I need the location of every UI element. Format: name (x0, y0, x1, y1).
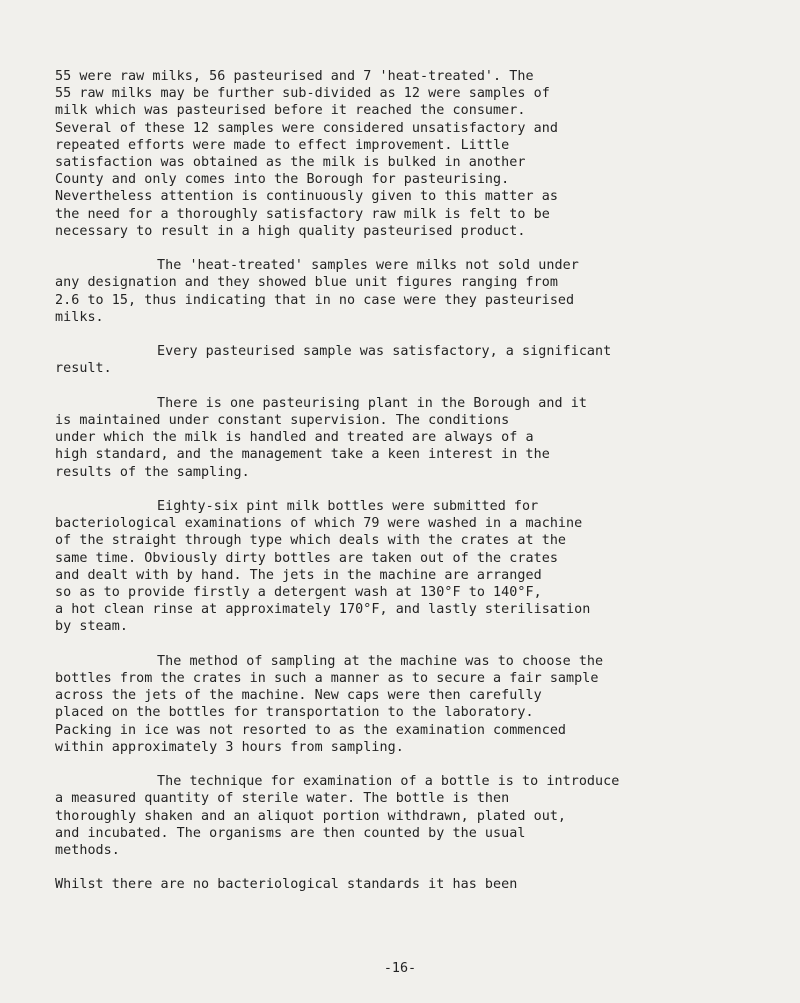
paragraph (55, 257, 767, 326)
paragraph (55, 395, 767, 481)
text-line: The technique for examination of a bottle is to introduce (157, 774, 620, 790)
page-number: -16- (383, 961, 417, 976)
text-line: of the straight through type which deals with the crates at the (55, 533, 567, 549)
text-line: by steam. (55, 619, 129, 635)
text-line: There is one pasteurising plant in the Borough and it (157, 395, 587, 411)
text-line: any designation and they showed blue unit figures ranging from (55, 275, 558, 291)
text-line: Every pasteurised sample was satisfactory, a significant (157, 344, 612, 360)
text-line: Several of these 12 samples were considered unsatisfactory and (55, 120, 558, 136)
text-line: 55 raw milks may be further sub-divided as 12 were samples of (55, 86, 550, 102)
text-line: under which the milk is handled and treated are always of a (55, 430, 534, 446)
text-line: thoroughly shaken and an aliquot portion withdrawn, plated out, (55, 808, 567, 824)
text-line: results of the sampling. (55, 464, 250, 480)
text-line: milks. (55, 309, 104, 325)
text-line: high standard, and the management take a keen interest in the (55, 447, 550, 463)
text-line: Nevertheless attention is continuously given to this matter as (55, 189, 558, 205)
text-line: bottles from the crates in such a manner as to secure a fair sample (55, 671, 599, 687)
text-line: and dealt with by hand. The jets in the machine are arranged (55, 567, 542, 583)
document-page (55, 68, 767, 894)
text-line: so as to provide firstly a detergent wash at 130°F to 140°F, (55, 585, 542, 601)
text-line: 2.6 to 15, thus indicating that in no case were they pasteurised (55, 292, 575, 308)
text-line: within approximately 3 hours from sampling. (55, 739, 404, 755)
text-line: The 'heat-treated' samples were milks not sold under (157, 258, 579, 274)
text-line: bacteriological examinations of which 79 were washed in a machine (55, 516, 583, 532)
text-line: a measured quantity of sterile water. The bottle is then (55, 791, 510, 807)
text-line: satisfaction was obtained as the milk is bulked in another (55, 155, 526, 171)
text-line: County and only comes into the Borough for pasteurising. (55, 172, 510, 188)
text-line: milk which was pasteurised before it reached the consumer. (55, 103, 526, 119)
text-line: placed on the bottles for transportation to the laboratory. (55, 705, 534, 721)
text-line: and incubated. The organisms are then counted by the usual (55, 825, 526, 841)
text-line: methods. (55, 843, 120, 859)
paragraph (55, 68, 767, 240)
paragraph (55, 773, 767, 859)
text-line: across the jets of the machine. New caps were then carefully (55, 688, 542, 704)
trailing-line: Whilst there are no bacteriological standards it has been (55, 877, 518, 893)
text-line: result. (55, 361, 112, 377)
text-line: same time. Obviously dirty bottles are taken out of the crates (55, 550, 558, 566)
text-line: the need for a thoroughly satisfactory raw milk is felt to be (55, 206, 550, 222)
text-line: repeated efforts were made to effect improvement. Little (55, 137, 510, 153)
text-line: Packing in ice was not resorted to as the examination commenced (55, 722, 567, 738)
text-line: Eighty-six pint milk bottles were submitted for (157, 499, 539, 515)
text-line: is maintained under constant supervision. The conditions (55, 413, 510, 429)
paragraph (55, 343, 767, 377)
text-line: necessary to result in a high quality pasteurised product. (55, 223, 526, 239)
text-line: a hot clean rinse at approximately 170°F, and lastly sterilisation (55, 602, 591, 618)
body-text (55, 68, 767, 859)
paragraph (55, 653, 767, 756)
text-line: 55 were raw milks, 56 pasteurised and 7 'heat-treated'. The (55, 69, 534, 84)
text-line: The method of sampling at the machine was to choose the (157, 653, 604, 669)
paragraph (55, 498, 767, 636)
